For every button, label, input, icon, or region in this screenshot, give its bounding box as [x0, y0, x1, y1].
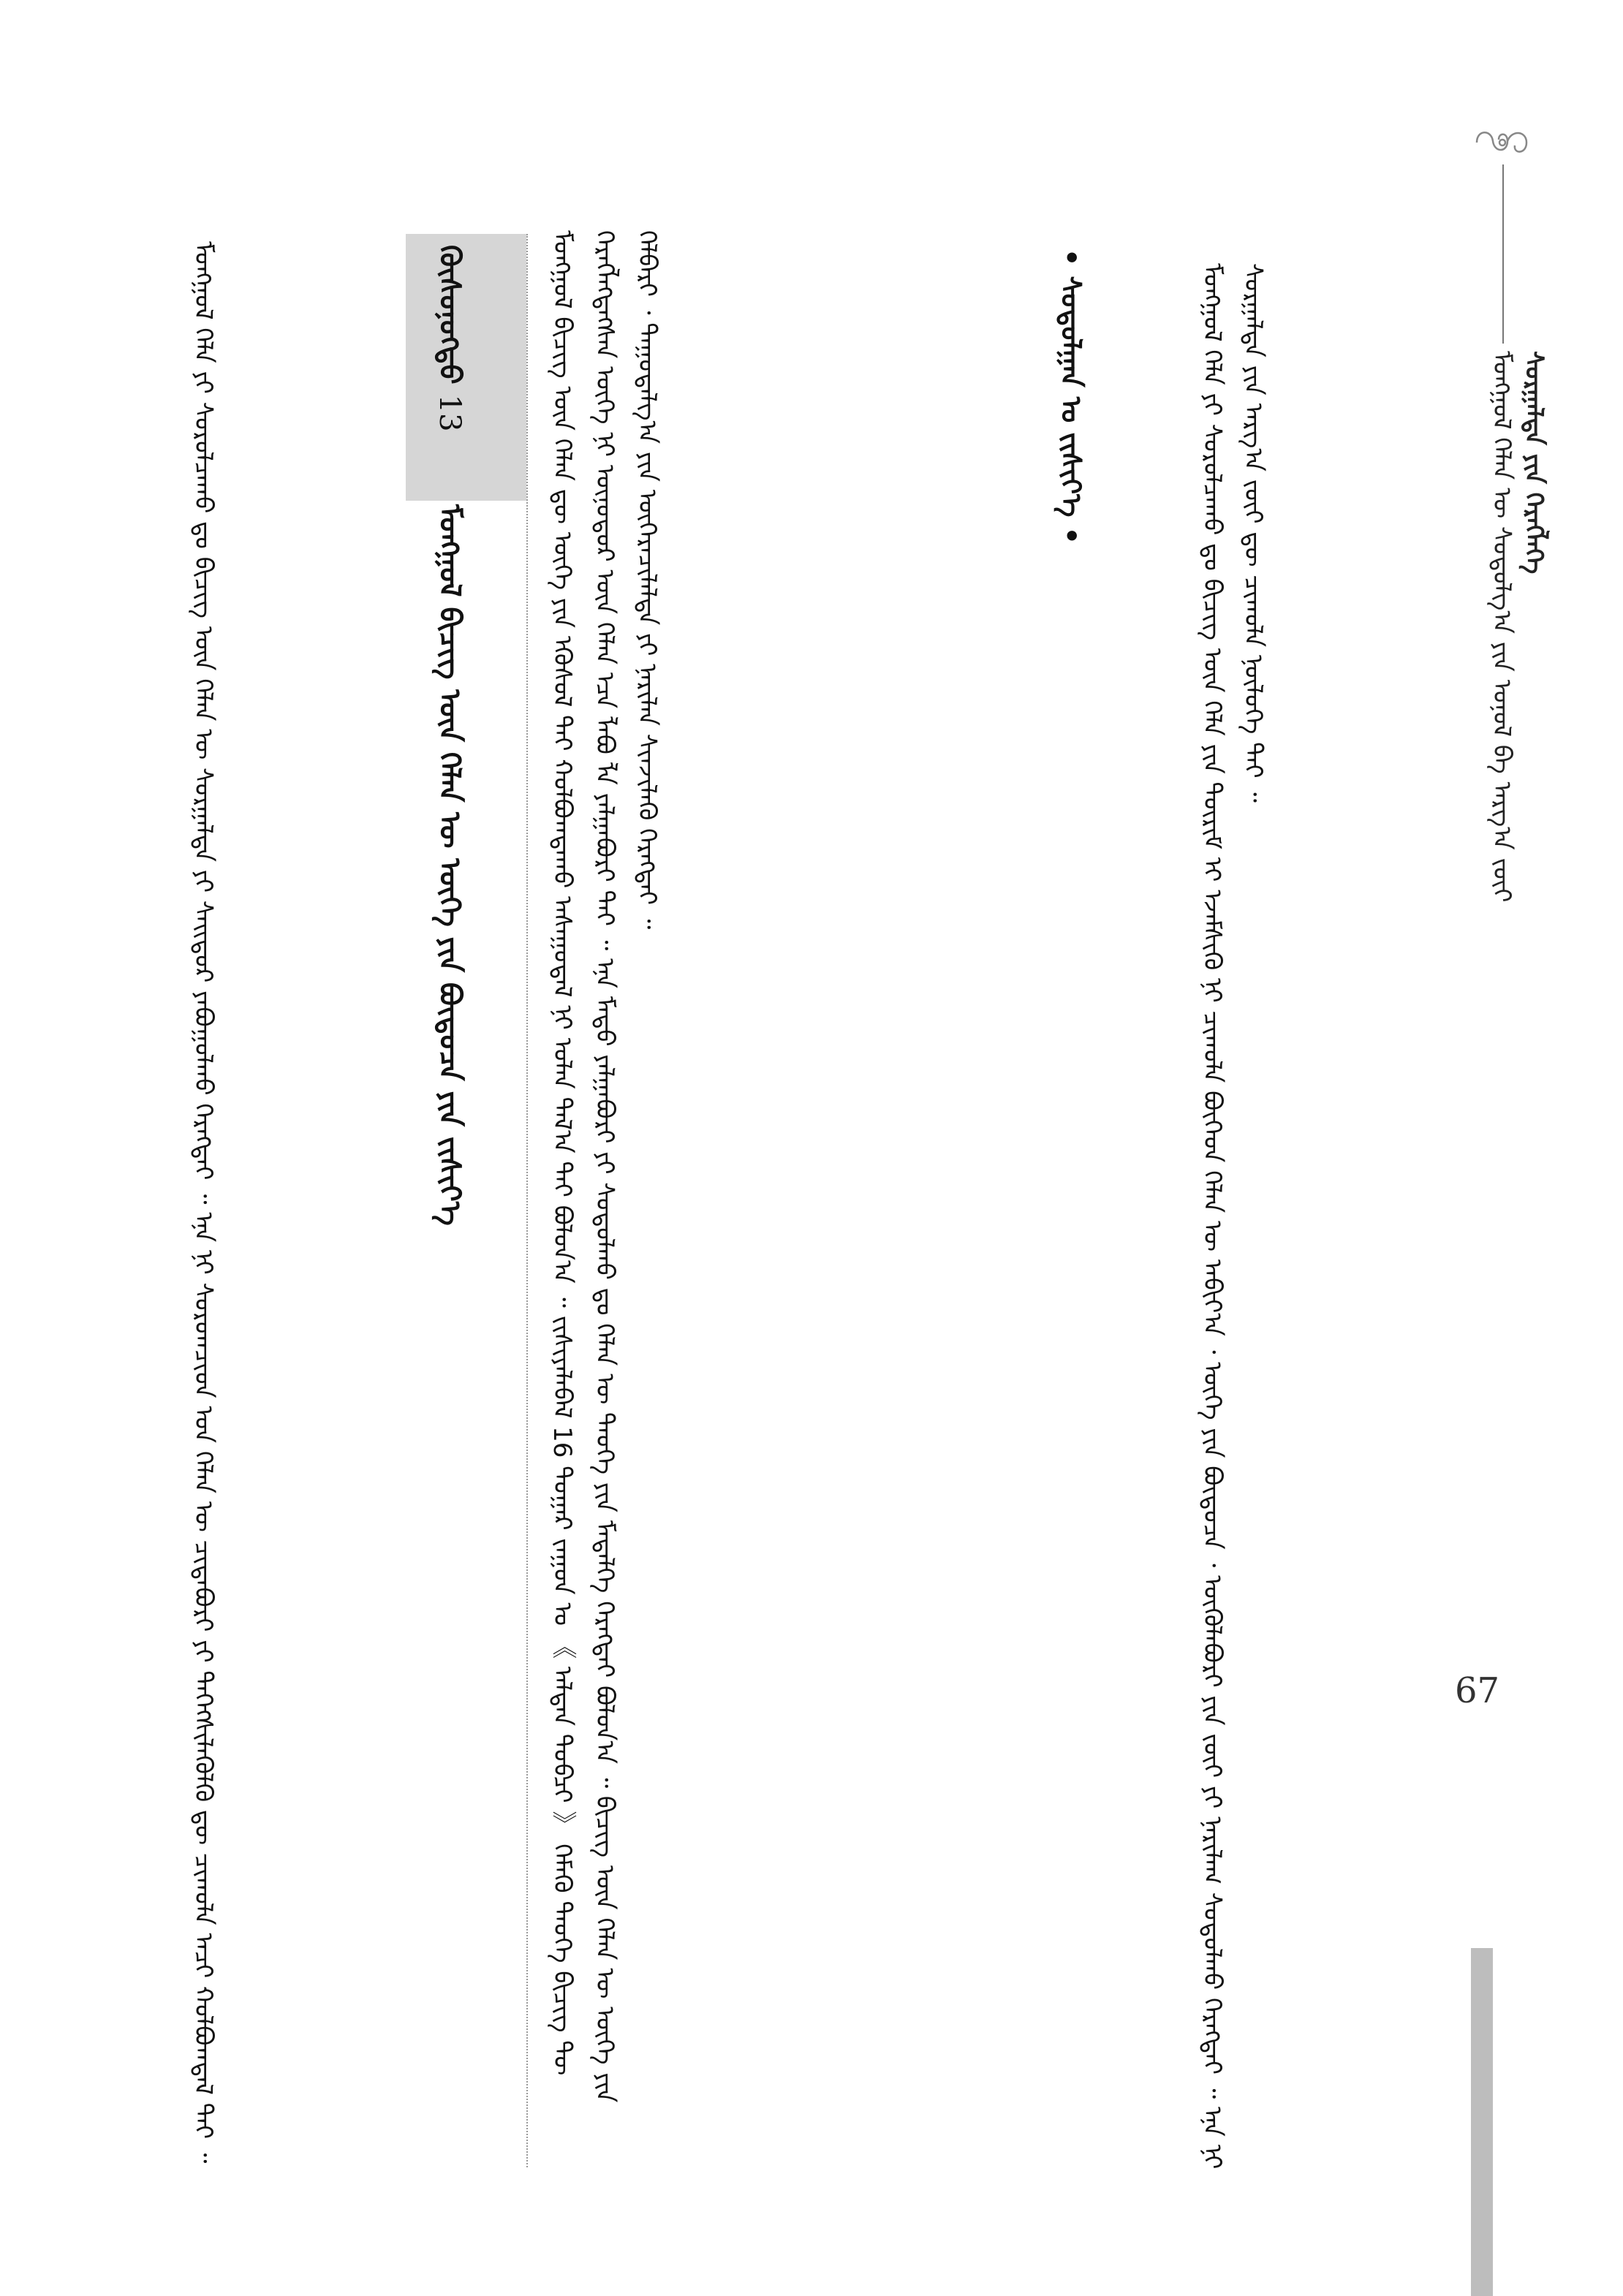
header-rule	[1502, 164, 1504, 344]
paragraph-1: ᠮᠣᠩᠭᠣᠯ ᠬᠡᠯᠡ ᠶᠢ ᠰᠤᠷᠤᠯᠴᠠᠬᠤ ᠳᠤ ᠪᠢᠴᠢᠭ ᠦᠨ ᠬᠡᠯᠡ ᠶᠢᠨ ᠳᠦᠷᠢᠮ ᠢ ᠡᠵᠡᠮᠰᠢᠬᠦ ᠨᠢ ᠴᠢᠬᠤᠯᠠ ᠪᠥᠭᠡᠳ ᠬᠡᠯᠡᠨ ᠦ ᠠᠪᠢᠶ᠎ᠠ ᠂ ᠦᠭᠡ ᠶᠢᠨ ᠪᠦᠲᠦᠴᠡ ᠂ ᠦᠭᠦᠯᠡᠪᠦᠷᠢ ᠶᠢᠨ ᠵᠦᠢ ᠶᠢ ᠨᠠᠷᠢᠯᠠᠭ ᠰᠤᠳᠤᠯᠬᠤ ᠬᠡᠷᠡᠭᠲᠡᠢ ᠃ ᠡᠨᠡ ᠨᠢ ᠰᠤᠷᠭᠠᠯᠲᠠ ᠶᠢᠨ ᠠᠷᠭ᠎ᠠ ᠵᠦᠢ ᠳᠦ ᠴᠢᠬᠤᠯᠠ ᠨᠥᠯᠥᠭᠡ ᠲᠡᠢ ᠃	[1198, 263, 1268, 2170]
running-header-subtitle: ᠰᠤᠷᠭᠠᠯᠲᠠ ᠶᠢᠨ ᠬᠡᠷᠡᠭᠯᠡᠭᠡ	[1519, 351, 1548, 575]
running-header	[1486, 351, 1550, 902]
dotted-divider	[526, 234, 528, 2167]
paragraph-2: ᠮᠣᠩᠭᠣᠯ ᠪᠢᠴᠢᠭ ᠦᠨ ᠬᠡᠯᠡᠨ ᠳᠦ ᠦᠭᠡ ᠶᠢᠨ ᠡᠭᠦᠰᠦᠯ ᠲᠡᠢ ᠬᠣᠯᠪᠣᠭᠳᠠᠬᠤ ᠠᠰᠠᠭᠤᠳᠠᠯ ᠨᠢ ᠣᠯᠠᠨ ᠲᠠᠯ᠎ᠠ ᠲᠠᠢ ᠪᠣᠯᠤᠨ᠎ᠠ ᠃ ᠵᠢᠱᠢᠶᠡᠯᠡᠪᠡᠯ 16 ᠳᠤᠭᠠᠷ ᠵᠠᠭᠤᠨ ᠤ 《 ᠠᠯᠲᠠᠨ ᠲᠣᠪᠴᠢ 》 ᠬᠡᠮᠡᠬᠦ ᠲᠡᠦᠬᠡ ᠪᠢᠴᠢᠭ ᠲᠦ ᠬᠡᠷᠡᠭᠯᠡᠭᠳᠡᠭᠰᠡᠨ ᠦᠭᠡ ᠨᠢ ᠥᠨᠥᠳᠥᠷ ᠦᠨ ᠬᠡᠯᠡᠨ ᠡᠴᠡ ᠯᠠᠪᠤ ᠯᠠ ᠶᠠᠯᠭᠠᠪᠤᠷᠢ ᠲᠠᠢ ᠃ ᠡᠨᠡ ᠮᠡᠲᠦ ᠶᠠᠯᠭᠠᠪᠤᠷᠢ ᠶᠢ ᠰᠤᠳᠤᠯᠬᠤ ᠳᠤ ᠬᠡᠯᠡᠨ ᠦ ᠲᠡᠦᠬᠡ ᠶᠢᠨ ᠮᠡᠳᠡᠯᠭᠡ ᠬᠡᠷᠡᠭᠲᠡᠢ ᠪᠣᠯᠤᠨ᠎ᠠ ᠃ ᠪᠢᠴᠢᠭ ᠦᠨ ᠬᠡᠯᠡᠨ ᠦ ᠦᠭᠡ ᠶᠢᠨ ᠬᠡᠯᠪᠡᠷᠢ ᠂ ᠳᠠᠭᠤᠳᠠᠯᠭ᠎ᠠ ᠶᠢᠨ ᠥᠭᠡᠷᠡᠴᠢᠯᠡᠯᠲᠡ ᠶᠢ ᠨᠠᠷᠢᠯᠠᠨ ᠰᠢᠨᠵᠢᠯᠡᠬᠦ ᠬᠡᠷᠡᠭᠲᠡᠢ ᠃	[548, 230, 662, 2103]
section-bullet-heading	[1053, 249, 1089, 545]
bullet-icon: •	[1055, 526, 1087, 545]
paragraph-3: ᠮᠣᠩᠭᠣᠯ ᠬᠡᠯᠡ ᠶᠢ ᠰᠤᠷᠤᠯᠴᠠᠬᠤ ᠳᠤ ᠪᠢᠴᠢᠭ ᠦᠨ ᠬᠡᠯᠡᠨ ᠦ ᠰᠤᠷᠭᠠᠯᠲᠠ ᠶᠢ ᠰᠠᠢᠲᠤᠷ ᠶᠠᠪᠤᠭᠤᠯᠬᠤ ᠬᠡᠷᠡᠭᠲᠡᠢ ᠃ ᠡᠨᠡ ᠨᠢ ᠰᠤᠷᠤᠭᠴᠢᠳ ᠤᠨ ᠬᠡᠯᠡᠨ ᠦ ᠴᠢᠳᠠᠪᠤᠷᠢ ᠶᠢ ᠳᠡᠭᠡᠭᠰᠢᠯᠡᠭᠦᠯᠬᠦ ᠳᠦ ᠴᠢᠬᠤᠯᠠ ᠠᠴᠢ ᠬᠣᠯᠪᠣᠭᠳᠠᠯ ᠲᠠᠢ ᠃	[189, 241, 218, 2164]
caption-label-text: ᠬᠦᠰᠦᠨᠦᠭᠲᠦ	[433, 245, 466, 384]
ornament-icon	[1469, 121, 1535, 164]
running-header-title: ᠮᠣᠩᠭᠣᠯ ᠬᠡᠯᠡᠨ ᠦ ᠰᠤᠳᠤᠯᠭ᠎ᠠ ᠶᠢᠨ ᠣᠨᠣᠯ ᠪᠠ ᠠᠷᠭ᠎ᠠ ᠵᠦᠢ	[1487, 351, 1516, 903]
table-caption-title: ᠮᠣᠩᠭᠣᠯ ᠪᠢᠴᠢᠭ ᠦᠨ ᠬᠡᠯᠡᠨ ᠦ ᠦᠭᠡ ᠶᠢᠨ ᠪᠦᠲᠦᠴᠡ ᠶᠢᠨ ᠵᠢᠱᠢᠶ᠎ᠡ	[433, 504, 466, 1226]
thumb-tab	[1471, 1948, 1493, 2296]
bullet-icon: •	[1055, 249, 1087, 267]
page-number: 67	[1455, 1670, 1500, 1711]
table-caption-label	[431, 245, 468, 432]
caption-number: 13	[433, 394, 466, 432]
section-heading-text: ᠰᠤᠳᠤᠯᠭᠠᠨ ᠤ ᠵᠢᠱᠢᠶ᠎ᠡ	[1055, 276, 1087, 518]
